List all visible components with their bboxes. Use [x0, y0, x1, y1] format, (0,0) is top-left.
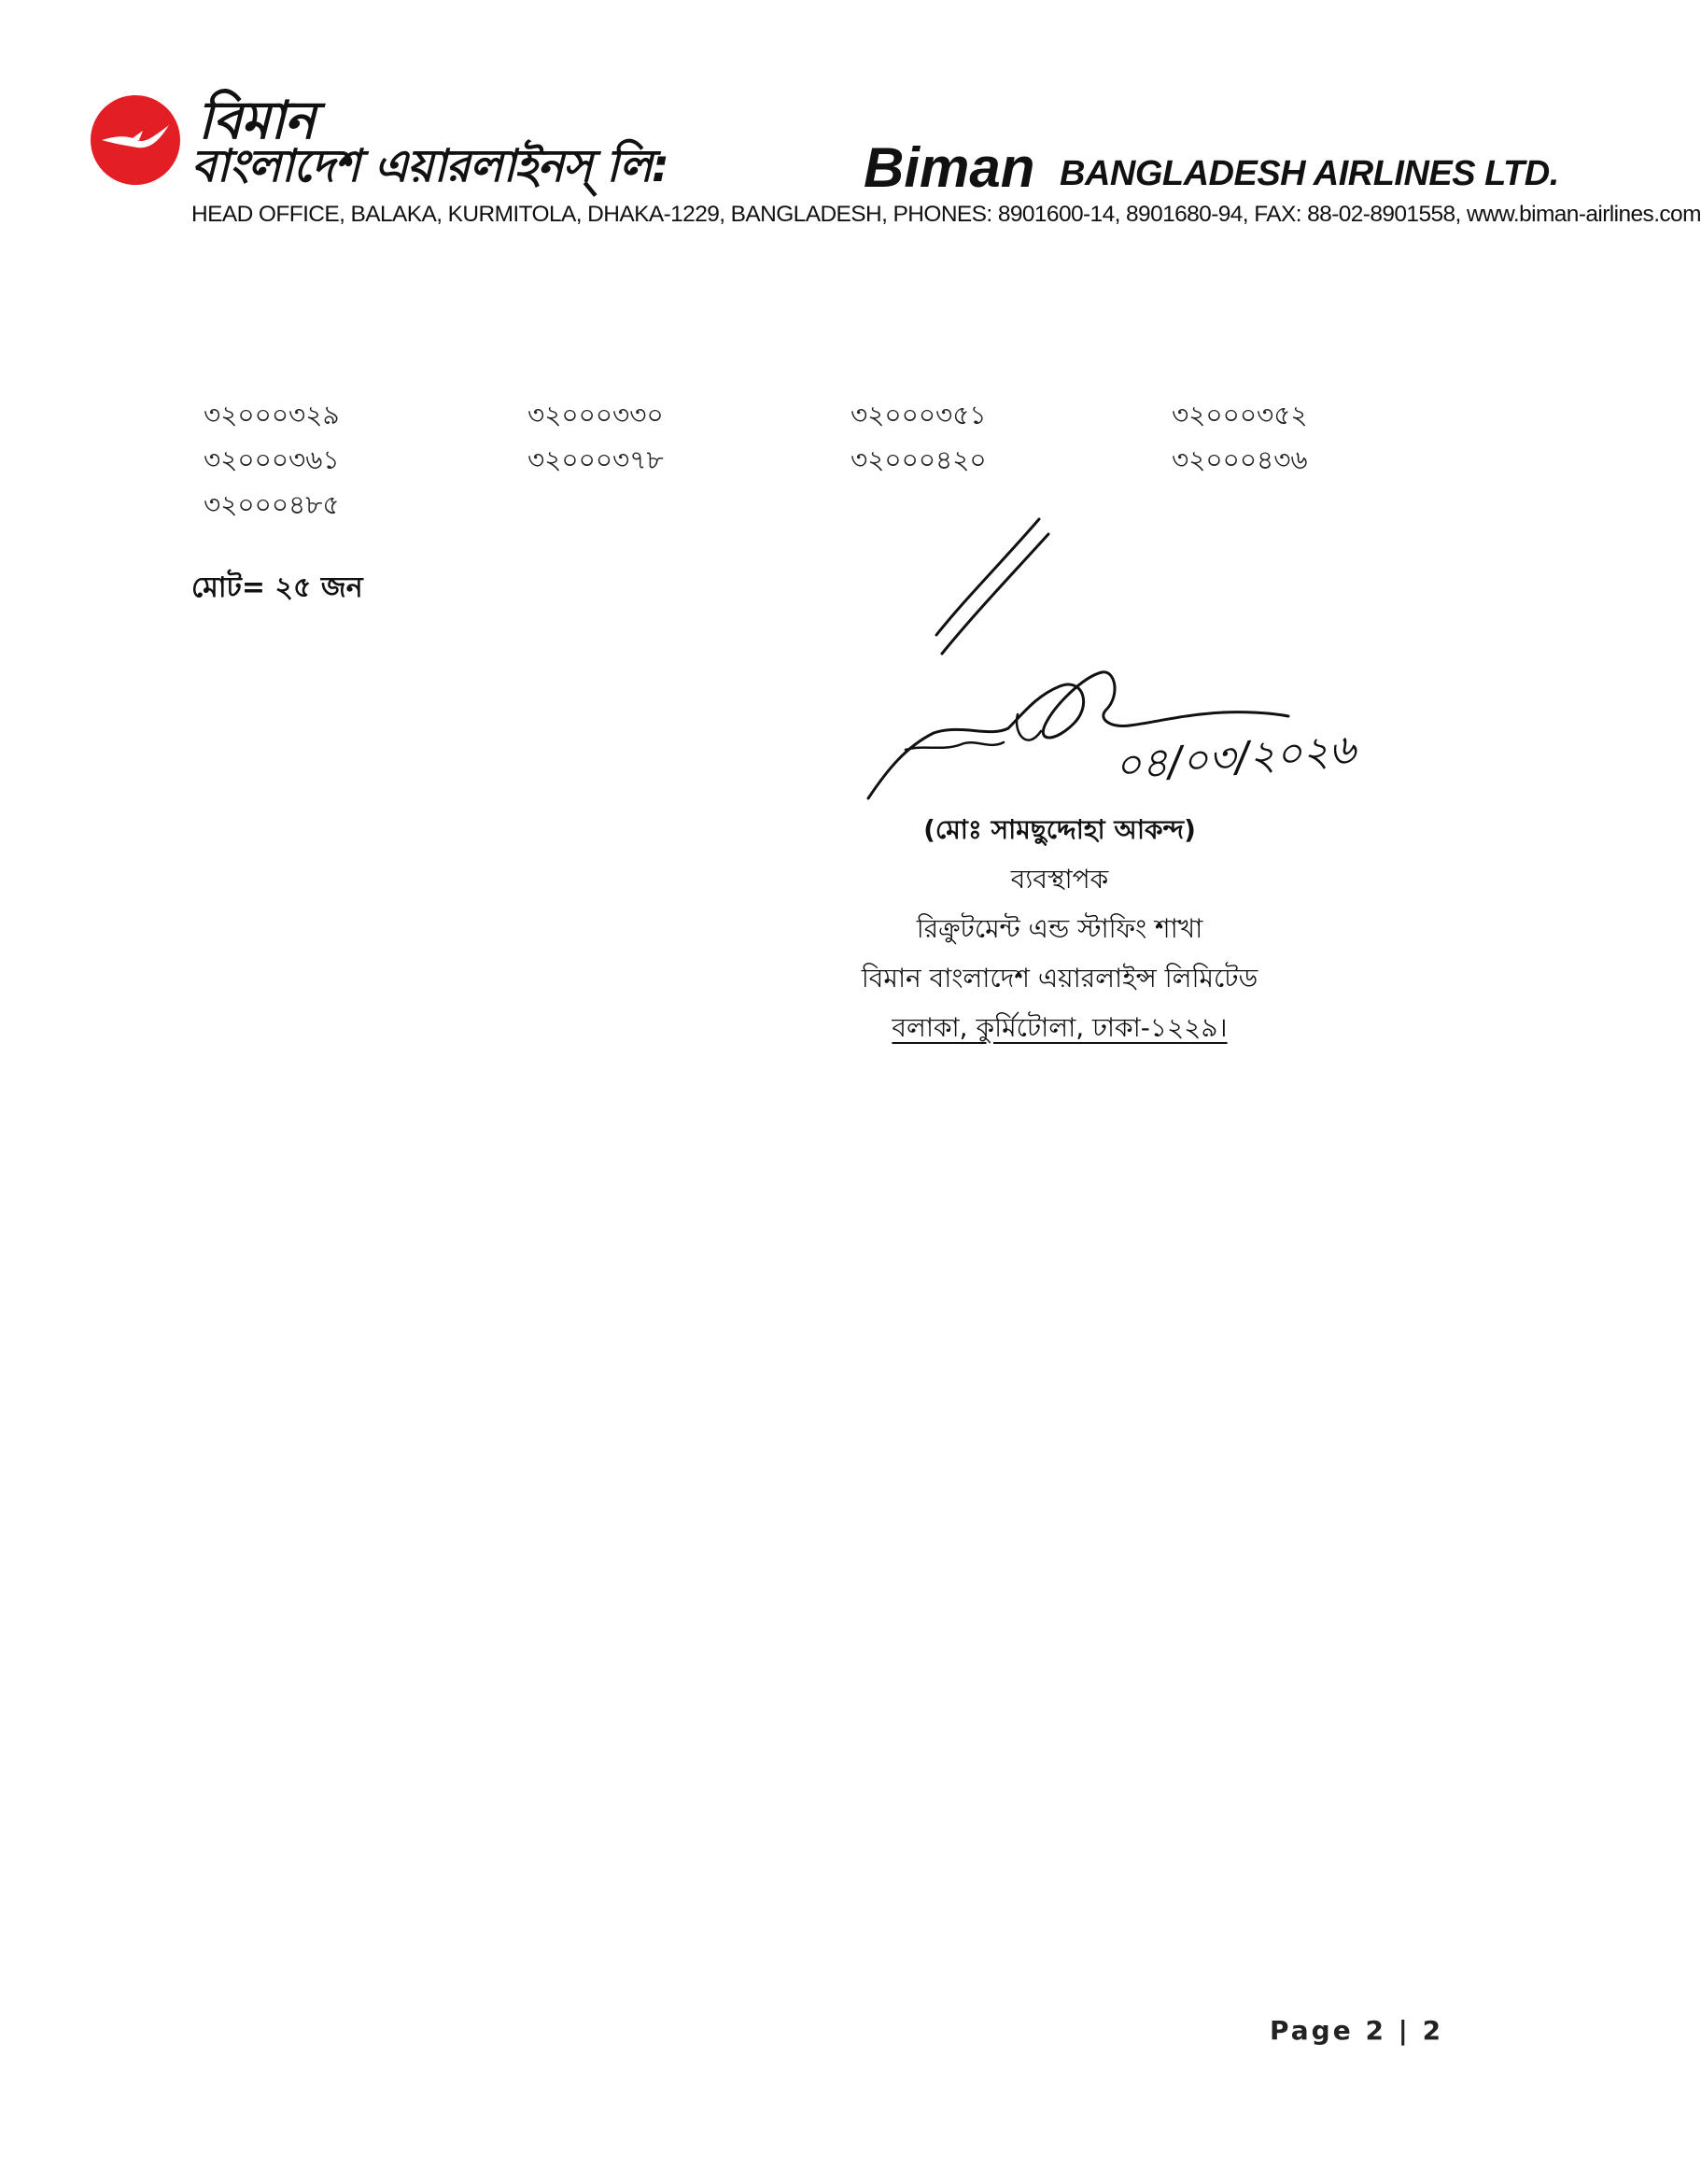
letterhead-brand-rest: BANGLADESH AIRLINES LTD. — [1060, 154, 1559, 193]
biman-logo-icon — [89, 93, 182, 187]
svg-text:০৪/০৩/২০২৬: ০৪/০৩/২০২৬ — [1113, 726, 1357, 790]
employee-id: ৩২০০০৪৩৬ — [1172, 444, 1308, 475]
signatory-department: রিক্রুটমেন্ট এন্ড স্টাফিং শাখা — [916, 913, 1203, 944]
letterhead-brand-word: Biman — [864, 136, 1035, 199]
letterhead-bangla-name-line2: বাংলাদেশ এয়ারলাইনস্ লি: — [191, 140, 669, 192]
letterhead-bangla-name-line1: বিমান — [198, 91, 315, 151]
employee-id: ৩২০০০৩২৯ — [204, 400, 340, 430]
signature-icon — [850, 658, 1372, 826]
id-row — [204, 442, 1417, 486]
id-row — [204, 486, 1417, 531]
page-number: Page 2 | 2 — [1270, 2015, 1444, 2046]
total-count: মোট= ২৫ জন — [191, 571, 363, 604]
signatory-address: বলাকা, কুর্মিটোলা, ঢাকা-১২২৯। — [892, 1012, 1228, 1043]
employee-id-list — [204, 397, 1417, 531]
signatory-organization: বিমান বাংলাদেশ এয়ারলাইন্স লিমিটেড — [861, 963, 1258, 993]
employee-id: ৩২০০০৪২০ — [850, 444, 987, 475]
signature-date — [1113, 726, 1359, 790]
employee-id: ৩২০০০৩৩০ — [527, 400, 664, 430]
employee-id: ৩২০০০৩৫২ — [1172, 400, 1308, 430]
employee-id: ৩২০০০৪৮৫ — [204, 489, 340, 520]
employee-id: ৩২০০০৩৬১ — [204, 444, 340, 475]
employee-id: ৩২০০০৩৭৮ — [527, 444, 664, 475]
employee-id: ৩২০০০৩৫১ — [850, 400, 987, 430]
id-row — [204, 397, 1417, 442]
slash-mark-icon — [929, 514, 1069, 663]
signatory-name: (মোঃ সামছুদ্দোহা আকন্দ) — [923, 814, 1196, 845]
signature-block — [822, 805, 1298, 1052]
letterhead-address: HEAD OFFICE, BALAKA, KURMITOLA, DHAKA-1229, BANGLADESH, PHONES: 8901600-14, 8901680-94, FAX: 88-02-8901558, www.biman-airlines.com — [191, 202, 1701, 227]
signatory-designation: ব্যবস্থাপক — [1010, 864, 1109, 895]
